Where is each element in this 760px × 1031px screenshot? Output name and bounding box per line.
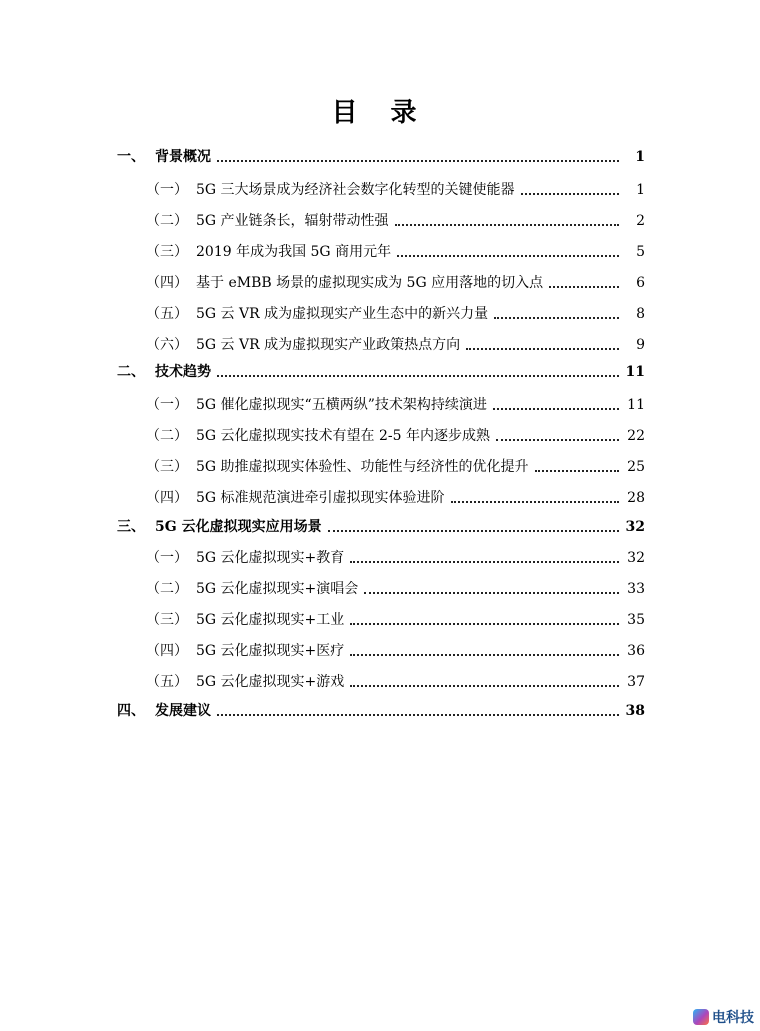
toc-section-row[interactable] bbox=[0, 206, 760, 230]
toc-dot-leader bbox=[494, 317, 619, 319]
toc-entry-title: 技术趋势 bbox=[155, 364, 211, 380]
toc-chapter-row[interactable] bbox=[0, 357, 760, 381]
toc-dot-leader bbox=[217, 375, 619, 377]
toc-entry-title: 5G 产业链条长，辐射带动性强 bbox=[196, 213, 389, 229]
toc-page-number: 1 bbox=[635, 149, 645, 165]
toc-entry-number: （四） bbox=[146, 275, 188, 291]
toc-entry-title: 2019 年成为我国 5G 商用元年 bbox=[196, 244, 392, 260]
toc-section-row[interactable] bbox=[0, 452, 760, 476]
toc-entry-number: （三） bbox=[146, 459, 188, 475]
toc-section-row[interactable] bbox=[0, 237, 760, 261]
toc-dot-leader bbox=[364, 592, 619, 594]
toc-entry-number: （三） bbox=[146, 612, 188, 628]
toc-dot-leader bbox=[350, 685, 619, 687]
toc-page-number: 33 bbox=[627, 581, 645, 597]
toc-entry-title: 5G 云化虚拟现实+游戏 bbox=[196, 674, 345, 690]
toc-dot-leader bbox=[466, 348, 619, 350]
toc-entry-title: 5G 云 VR 成为虚拟现实产业生态中的新兴力量 bbox=[196, 306, 489, 322]
toc-entry-title: 5G 催化虚拟现实“五横两纵”技术架构持续演进 bbox=[196, 397, 487, 413]
toc-entry-title: 背景概况 bbox=[155, 149, 211, 165]
toc-page-number: 22 bbox=[627, 428, 645, 444]
toc-chapter-row[interactable] bbox=[0, 142, 760, 166]
toc-dot-leader bbox=[350, 654, 619, 656]
toc-page-number: 32 bbox=[627, 550, 645, 566]
toc-section-row[interactable] bbox=[0, 299, 760, 323]
toc-entry-number: （一） bbox=[146, 550, 188, 566]
toc-entry-title: 5G 助推虚拟现实体验性、功能性与经济性的优化提升 bbox=[196, 459, 529, 475]
toc-entry-number: 二、 bbox=[117, 364, 145, 380]
toc-page-number: 37 bbox=[627, 674, 645, 690]
toc-page-number: 6 bbox=[636, 275, 645, 291]
toc-section-row[interactable] bbox=[0, 574, 760, 598]
toc-section-row[interactable] bbox=[0, 175, 760, 199]
toc-section-row[interactable] bbox=[0, 543, 760, 567]
toc-page-number: 8 bbox=[636, 306, 645, 322]
toc-section-row[interactable] bbox=[0, 605, 760, 629]
toc-dot-leader bbox=[217, 714, 619, 716]
watermark-logo bbox=[693, 1007, 754, 1027]
toc-entry-number: （一） bbox=[146, 397, 188, 413]
toc-entry-title: 5G 云化虚拟现实+演唱会 bbox=[196, 581, 359, 597]
toc-dot-leader bbox=[217, 160, 619, 162]
toc-section-row[interactable] bbox=[0, 330, 760, 354]
toc-section-row[interactable] bbox=[0, 421, 760, 445]
toc-entry-number: （五） bbox=[146, 306, 188, 322]
toc-page-number: 28 bbox=[627, 490, 645, 506]
toc-section-row[interactable] bbox=[0, 636, 760, 660]
toc-dot-leader bbox=[451, 501, 619, 503]
toc-entry-number: （六） bbox=[146, 337, 188, 353]
toc-chapter-row[interactable] bbox=[0, 512, 760, 536]
toc-section-row[interactable] bbox=[0, 268, 760, 292]
toc-entry-title: 发展建议 bbox=[155, 703, 211, 719]
toc-entry-title: 基于 eMBB 场景的虚拟现实成为 5G 应用落地的切入点 bbox=[196, 275, 544, 291]
toc-entry-title: 5G 三大场景成为经济社会数字化转型的关键使能器 bbox=[196, 182, 515, 198]
toc-page-number: 11 bbox=[627, 397, 645, 413]
toc-page-number: 5 bbox=[636, 244, 645, 260]
toc-entry-number: （二） bbox=[146, 213, 188, 229]
toc-dot-leader bbox=[328, 530, 619, 532]
toc-entry-number: 三、 bbox=[117, 519, 145, 535]
toc-dot-leader bbox=[535, 470, 619, 472]
toc-entry-title: 5G 云化虚拟现实技术有望在 2-5 年内逐步成熟 bbox=[196, 428, 490, 444]
toc-entry-number: （一） bbox=[146, 182, 188, 198]
toc-dot-leader bbox=[397, 255, 619, 257]
toc-page-number: 36 bbox=[627, 643, 645, 659]
logo-icon bbox=[693, 1009, 709, 1025]
toc-entry-title: 5G 标准规范演进牵引虚拟现实体验进阶 bbox=[196, 490, 445, 506]
toc-dot-leader bbox=[350, 561, 619, 563]
toc-dot-leader bbox=[521, 193, 619, 195]
toc-entry-title: 5G 云化虚拟现实+医疗 bbox=[196, 643, 345, 659]
toc-page-number: 32 bbox=[625, 519, 645, 535]
page-title: 目 录 bbox=[331, 98, 429, 128]
toc-entry-number: （四） bbox=[146, 643, 188, 659]
watermark-text: 电科技 bbox=[712, 1010, 754, 1026]
toc-dot-leader bbox=[395, 224, 619, 226]
toc-entry-number: 四、 bbox=[117, 703, 145, 719]
toc-entry-number: （四） bbox=[146, 490, 188, 506]
toc-entry-number: （五） bbox=[146, 674, 188, 690]
toc-section-row[interactable] bbox=[0, 390, 760, 414]
toc-entry-title: 5G 云化虚拟现实应用场景 bbox=[155, 519, 322, 535]
toc-entry-number: （三） bbox=[146, 244, 188, 260]
toc-entry-title: 5G 云化虚拟现实+教育 bbox=[196, 550, 345, 566]
toc-dot-leader bbox=[496, 439, 619, 441]
toc-dot-leader bbox=[350, 623, 619, 625]
toc-page-number: 38 bbox=[625, 703, 645, 719]
toc-page-number: 1 bbox=[636, 182, 645, 198]
toc-page-number: 35 bbox=[627, 612, 645, 628]
toc-entry-number: 一、 bbox=[117, 149, 145, 165]
toc-page-number: 11 bbox=[625, 364, 645, 380]
toc-section-row[interactable] bbox=[0, 483, 760, 507]
toc-chapter-row[interactable] bbox=[0, 696, 760, 720]
toc-entry-title: 5G 云 VR 成为虚拟现实产业政策热点方向 bbox=[196, 337, 461, 353]
toc-page-number: 2 bbox=[636, 213, 645, 229]
toc-dot-leader bbox=[493, 408, 619, 410]
toc-entry-number: （二） bbox=[146, 428, 188, 444]
toc-entry-title: 5G 云化虚拟现实+工业 bbox=[196, 612, 345, 628]
toc-dot-leader bbox=[549, 286, 619, 288]
toc-page-number: 25 bbox=[627, 459, 645, 475]
toc-entry-number: （二） bbox=[146, 581, 188, 597]
toc-page-number: 9 bbox=[636, 337, 645, 353]
toc-section-row[interactable] bbox=[0, 667, 760, 691]
